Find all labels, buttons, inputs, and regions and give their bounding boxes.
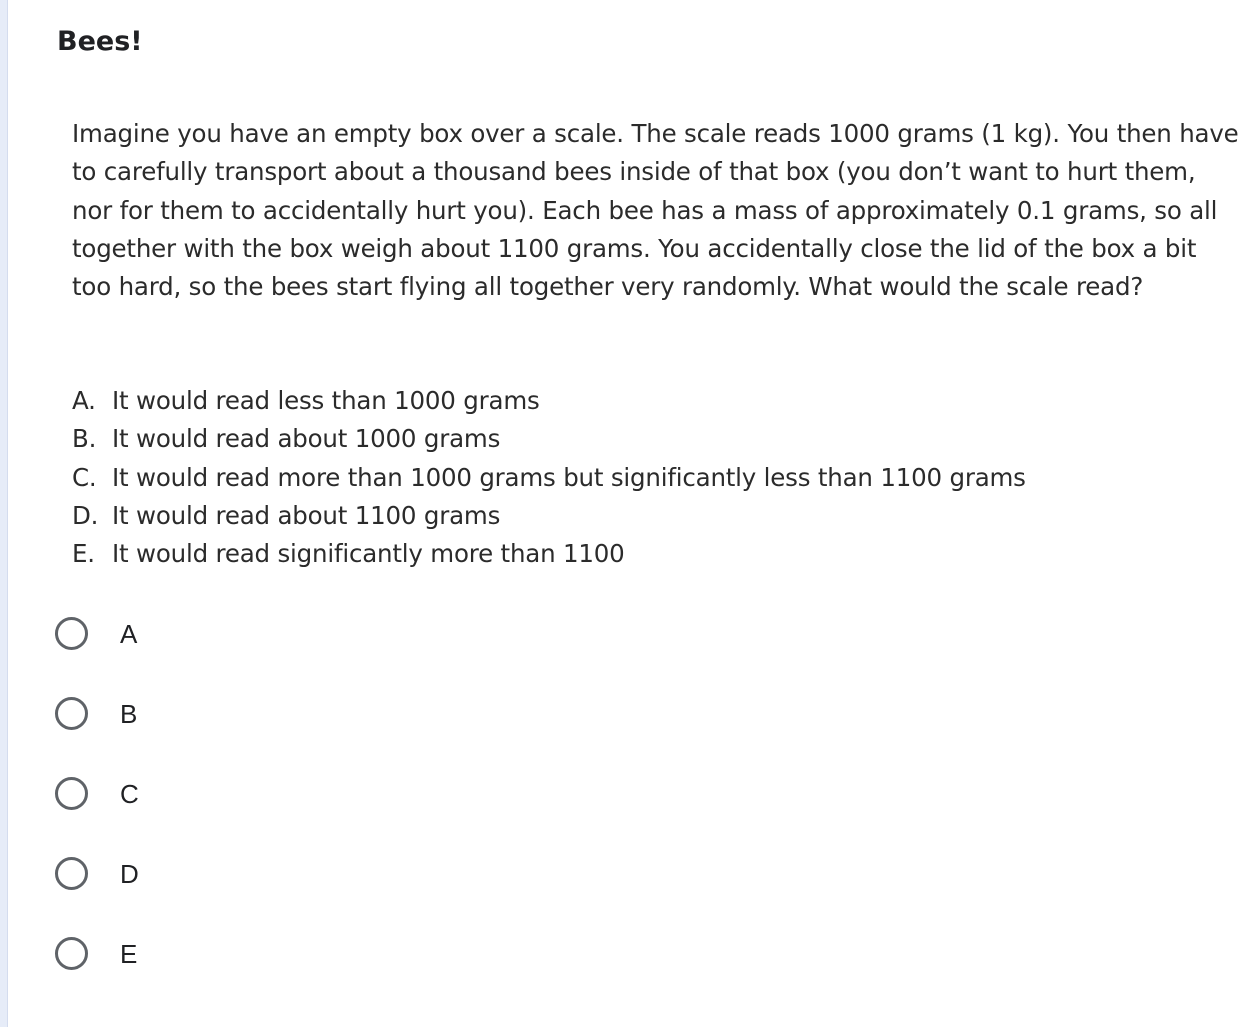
answer-choices-list	[72, 382, 1026, 573]
choice-letter: B.	[72, 424, 97, 454]
radio-button-c[interactable]	[55, 777, 88, 810]
radio-label-c[interactable]: C	[120, 779, 139, 809]
left-edge-border	[0, 0, 8, 1027]
choice-item-e	[72, 535, 1026, 573]
radio-button-b[interactable]	[55, 697, 88, 730]
choice-text: It would read more than 1000 grams but significantly less than 1100 grams	[112, 462, 1026, 492]
radio-button-d[interactable]	[55, 857, 88, 890]
question-title: Bees!	[57, 26, 143, 57]
choice-item-c	[72, 459, 1026, 497]
radio-label-d[interactable]: D	[120, 859, 139, 889]
choice-text: It would read about 1100 grams	[112, 500, 501, 530]
choice-item-b	[72, 420, 1026, 458]
radio-label-a[interactable]: A	[120, 619, 138, 649]
choice-text: It would read less than 1000 grams	[112, 386, 540, 415]
choice-letter: E.	[72, 539, 95, 569]
choice-item-a	[72, 382, 1026, 420]
radio-button-a[interactable]	[55, 617, 88, 650]
choice-text: It would read significantly more than 1100	[112, 539, 625, 569]
choice-letter: D.	[72, 500, 99, 530]
question-text: Imagine you have an empty box over a scale. The scale reads 1000 grams (1 kg). You then have to carefully transport about a thousand bees inside of that box (you don’t want to hurt them, nor for them to accidentally hurt you). Each bee has a mass of approximately 0.1 grams, so all together with the box weigh about 1100 grams. You accidentally close the lid of the box a bit too hard, so the bees start flying all together very randomly. What would the scale read?	[72, 119, 1239, 302]
choice-letter: A.	[72, 386, 96, 415]
radio-label-e[interactable]: E	[120, 939, 138, 969]
radio-button-e[interactable]	[55, 937, 88, 970]
choice-item-d	[72, 497, 1026, 535]
radio-label-b[interactable]: B	[120, 699, 138, 729]
choice-letter: C.	[72, 462, 97, 492]
choice-text: It would read about 1000 grams	[112, 424, 501, 454]
